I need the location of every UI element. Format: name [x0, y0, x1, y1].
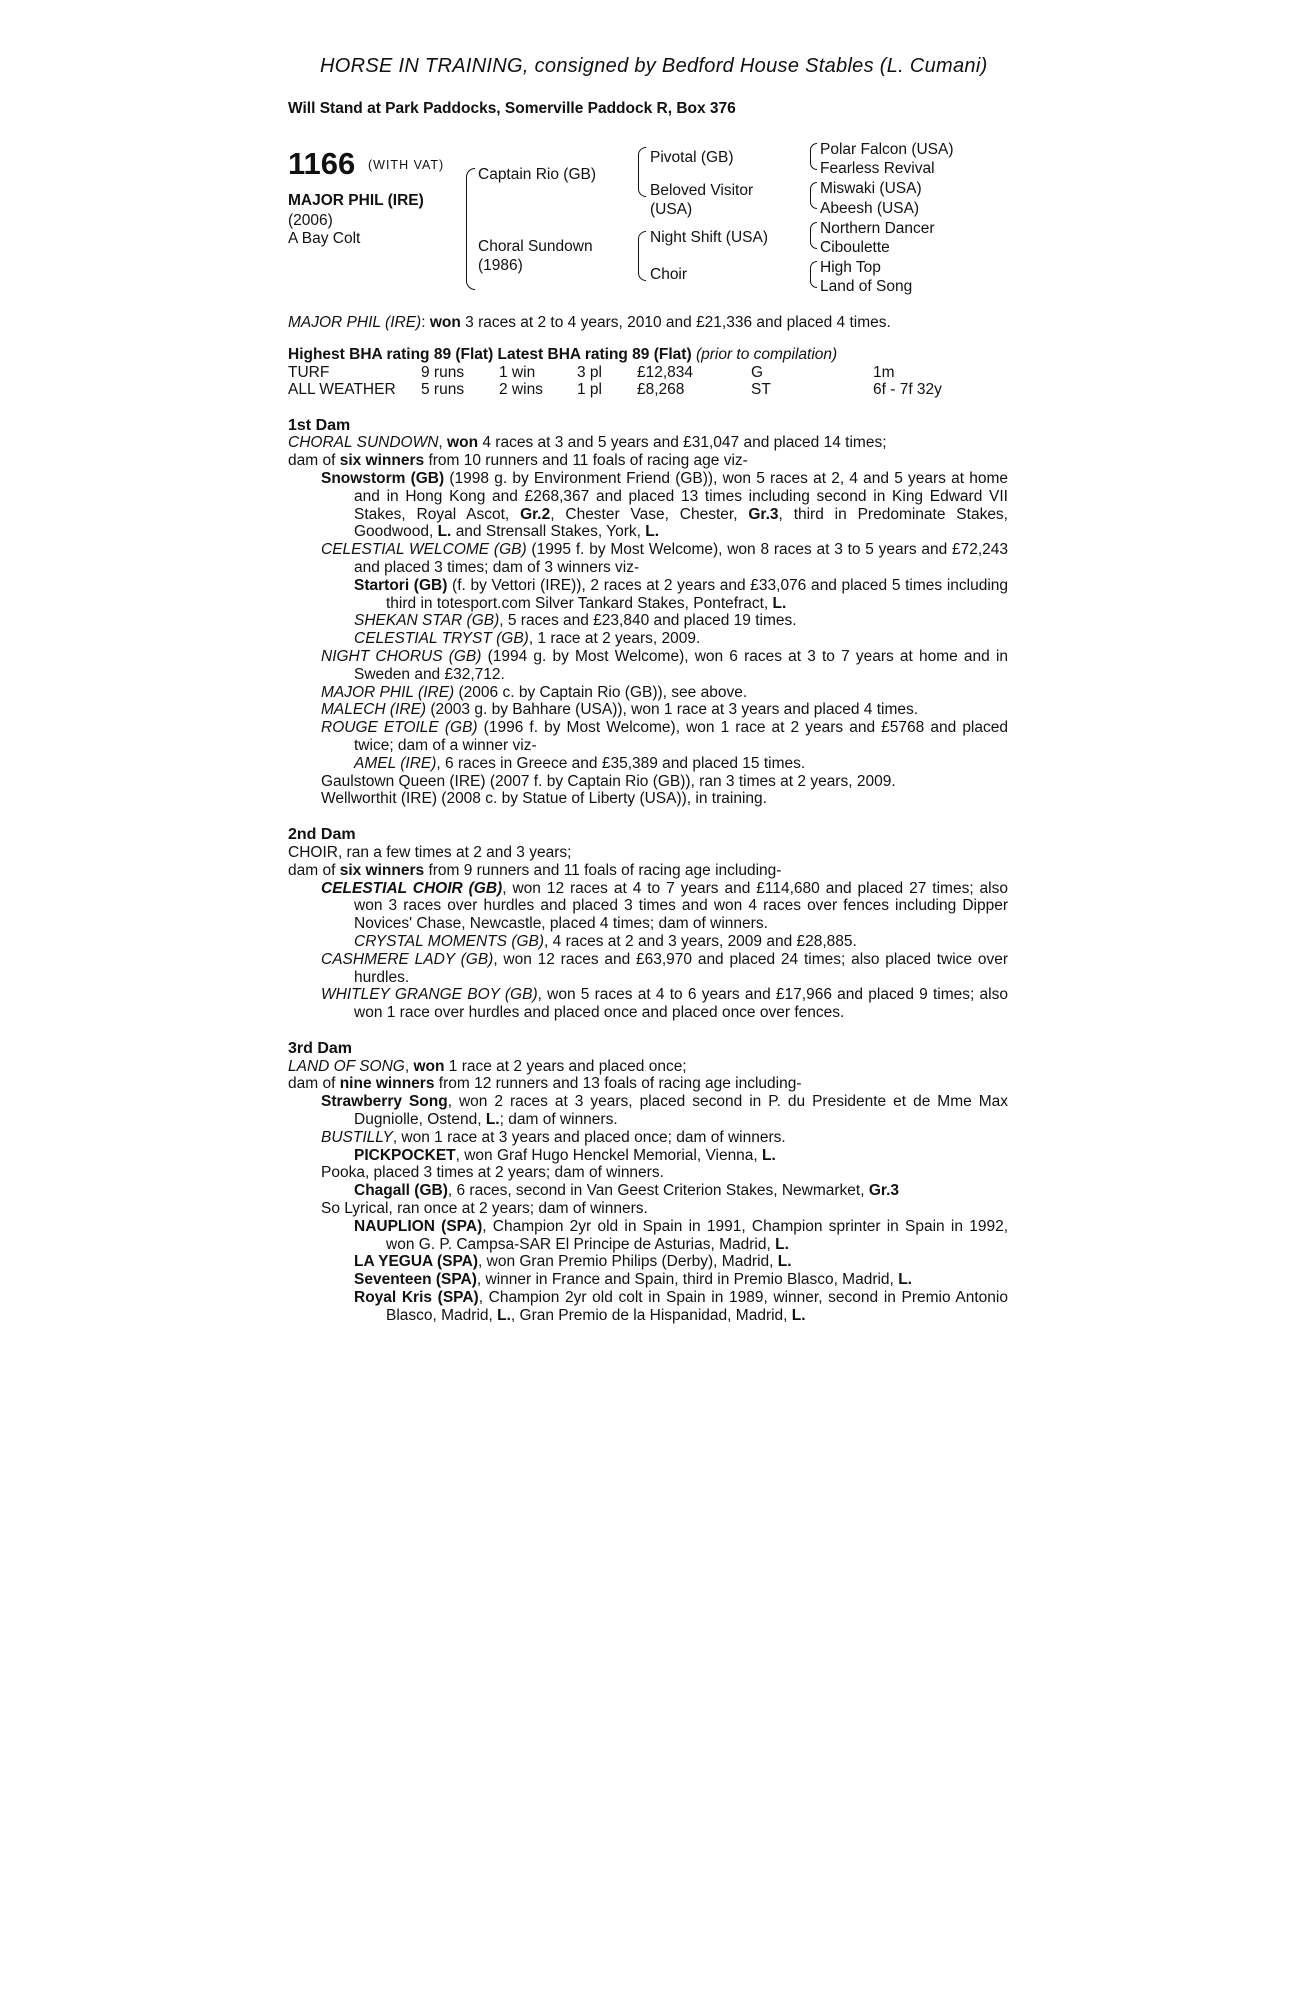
produce-entry: MAJOR PHIL (IRE) (2006 c. by Captain Rio (GB)), see above.	[321, 683, 748, 701]
pedigree-sss: Polar Falcon (USA)	[820, 141, 954, 158]
pedigree-sire-dam-line2: (USA)	[650, 201, 693, 218]
pedigree-dsd: Ciboulette	[820, 239, 890, 256]
produce-entry: NIGHT CHORUS (GB) (1994 g. by Most Welcome), won 6 races at 3 to 7 years at home and in Sweden and £32,712.	[321, 647, 1009, 683]
third-dam-produce-line: dam of nine winners from 12 runners and 13 foals of racing age including-	[288, 1075, 802, 1093]
pedigree-sds: Miswaki (USA)	[820, 180, 922, 197]
pedigree-sire-sire: Pivotal (GB)	[650, 149, 734, 166]
produce-entry: WHITLEY GRANGE BOY (GB), won 5 races at 4 to 6 years and £17,966 and placed 9 times; also won 1 race over hurdles and placed once and placed once over fences.	[321, 986, 1008, 1022]
pedigree-dam-dam: Choir	[650, 266, 688, 283]
pedigree-dam-sire: Night Shift (USA)	[650, 229, 769, 246]
pedigree-sire-dam-line1: Beloved Visitor	[650, 182, 754, 199]
pedigree-table	[288, 140, 1008, 305]
pedigree-brace-g3-4	[810, 261, 817, 288]
produce-entry: Chagall (GB), 6 races, second in Van Geest Criterion Stakes, Newmarket, Gr.3	[354, 1182, 900, 1200]
produce-entry: LA YEGUA (SPA), won Gran Premio Philips (Derby), Madrid, L.	[354, 1253, 792, 1271]
produce-entry: BUSTILLY, won 1 race at 3 years and placed once; dam of winners.	[321, 1128, 786, 1146]
stand-location: Will Stand at Park Paddocks, Somerville Paddock R, Box 376	[288, 100, 736, 117]
produce-entry: Royal Kris (SPA), Champion 2yr old colt in Spain in 1989, winner, second in Premio Antonio Blasco, Madrid, L., Gran Premio de la Hispanidad, Madrid, L.	[354, 1289, 1008, 1324]
pedigree-brace-g3-2	[810, 182, 817, 209]
pedigree-dam-line2: (1986)	[478, 257, 523, 274]
produce-entry: CELESTIAL TRYST (GB), 1 race at 2 years, 2009.	[354, 630, 701, 648]
horse-year: (2006)	[288, 212, 333, 229]
produce-entry: CRYSTAL MOMENTS (GB), 4 races at 2 and 3 years, 2009 and £28,885.	[354, 932, 857, 950]
produce-entry: ROUGE ETOILE (GB) (1996 f. by Most Welcome), won 1 race at 2 years and £5768 and placed twice; dam of a winner viz-	[321, 719, 1008, 754]
produce-entry: So Lyrical, ran once at 2 years; dam of winners.	[321, 1200, 648, 1218]
runs-table	[288, 364, 942, 399]
horse-description: A Bay Colt	[288, 230, 361, 247]
horse-name: MAJOR PHIL (IRE)	[288, 192, 424, 209]
pedigree-dds: High Top	[820, 259, 881, 276]
pedigree-dam-line1: Choral Sundown	[478, 238, 593, 255]
third-dam-heading: 3rd Dam	[288, 1039, 353, 1057]
lot-number: 1166	[288, 146, 356, 181]
first-dam-produce-line: dam of six winners from 10 runners and 11 foals of racing age viz-	[288, 452, 748, 470]
second-dam-line: CHOIR, ran a few times at 2 and 3 years;	[288, 843, 572, 861]
first-dam-line: CHORAL SUNDOWN, won 4 races at 3 and 5 years and £31,047 and placed 14 times;	[288, 434, 887, 452]
produce-entry: SHEKAN STAR (GB), 5 races and £23,840 and placed 19 times.	[354, 612, 797, 630]
runs-row: TURF 9 runs 1 win 3 pl £12,834 G 1m	[288, 363, 895, 381]
pedigree-ddd: Land of Song	[820, 278, 913, 295]
produce-entry: Strawberry Song, won 2 races at 3 years, placed second in P. du Presidente et de Mme Max Dugniolle, Ostend, L.; dam of winners.	[321, 1093, 1008, 1129]
produce-entry: CASHMERE LADY (GB), won 12 races and £63,970 and placed 24 times; also placed twice over hurdles.	[321, 950, 1008, 986]
produce-entry: Gaulstown Queen (IRE) (2007 f. by Captain Rio (GB)), ran 3 times at 2 years, 2009.	[321, 772, 896, 790]
pedigree-brace-dam	[638, 231, 646, 281]
produce-entry: MALECH (IRE) (2003 g. by Bahhare (USA)), won 1 race at 3 years and placed 4 times.	[321, 701, 919, 719]
pedigree-brace-g3-3	[810, 222, 817, 249]
produce-entry: CELESTIAL CHOIR (GB), won 12 races at 4 to 7 years and £114,680 and placed 27 times; also won 3 races over hurdles and placed 3 times and won 4 races over fences including Dipper Novices' Chase, Newcastle, placed 4 times; dam of winners.	[321, 879, 1008, 933]
produce-entry: PICKPOCKET, won Graf Hugo Henckel Memorial, Vienna, L.	[354, 1146, 776, 1164]
produce-entry: Pooka, placed 3 times at 2 years; dam of winners.	[321, 1164, 664, 1182]
produce-entry: Wellworthit (IRE) (2008 c. by Statue of Liberty (USA)), in training.	[321, 790, 767, 808]
runs-row: ALL WEATHER 5 runs 2 wins 1 pl £8,268 ST 6f - 7f 32y	[288, 381, 942, 399]
pedigree-sdd: Abeesh (USA)	[820, 200, 920, 217]
rating-line: Highest BHA rating 89 (Flat) Latest BHA rating 89 (Flat) (prior to compilation)	[288, 345, 838, 363]
produce-entry: CELESTIAL WELCOME (GB) (1995 f. by Most Welcome), won 8 races at 3 to 5 years and £72,243 and placed 3 times; dam of 3 winners viz-	[321, 541, 1008, 576]
pedigree-brace-sire	[638, 147, 646, 197]
pedigree-sire: Captain Rio (GB)	[478, 166, 597, 183]
pedigree-brace-g3-1	[810, 143, 817, 170]
pedigree-brace-main	[466, 168, 475, 290]
produce-entry: AMEL (IRE), 6 races in Greece and £35,389 and placed 15 times.	[354, 754, 806, 772]
pedigree-ssd: Fearless Revival	[820, 160, 935, 177]
second-dam-produce-line: dam of six winners from 9 runners and 11 foals of racing age including-	[288, 861, 782, 879]
second-dam-heading: 2nd Dam	[288, 826, 356, 844]
produce-entry: Startori (GB) (f. by Vettori (IRE)), 2 races at 2 years and £33,076 and placed 5 times including third in totesport.com Silver Tankard Stakes, Pontefract, L.	[354, 576, 1009, 612]
produce-entry: NAUPLION (SPA), Champion 2yr old in Spain in 1991, Champion sprinter in Spain in 1992, won G. P. Campsa-SAR El Principe de Asturias, Madrid, L.	[354, 1217, 1009, 1253]
produce-entry: Snowstorm (GB) (1998 g. by Environment Friend (GB)), won 5 races at 2, 4 and 5 years at home and in Hong Kong and £268,367 and placed 13 times including second in King Edward VII Stakes, Royal Ascot, Gr.2, Chester Vase, Chester, Gr.3, third in Predominate Stakes, Goodwood, L. and Strensall Stakes, York, L.	[321, 469, 1009, 541]
third-dam-line: LAND OF SONG, won 1 race at 2 years and placed once;	[288, 1057, 687, 1075]
vat-label: (WITH VAT)	[368, 158, 445, 172]
pedigree-dss: Northern Dancer	[820, 220, 935, 237]
catalogue-body	[288, 314, 1008, 1325]
produce-entry: Seventeen (SPA), winner in France and Spain, third in Premio Blasco, Madrid, L.	[354, 1271, 912, 1289]
race-summary: MAJOR PHIL (IRE): won 3 races at 2 to 4 years, 2010 and £21,336 and placed 4 times.	[288, 314, 891, 331]
page-header-title: HORSE IN TRAINING, consigned by Bedford House Stables (L. Cumani)	[320, 55, 988, 77]
first-dam-heading: 1st Dam	[288, 416, 351, 434]
